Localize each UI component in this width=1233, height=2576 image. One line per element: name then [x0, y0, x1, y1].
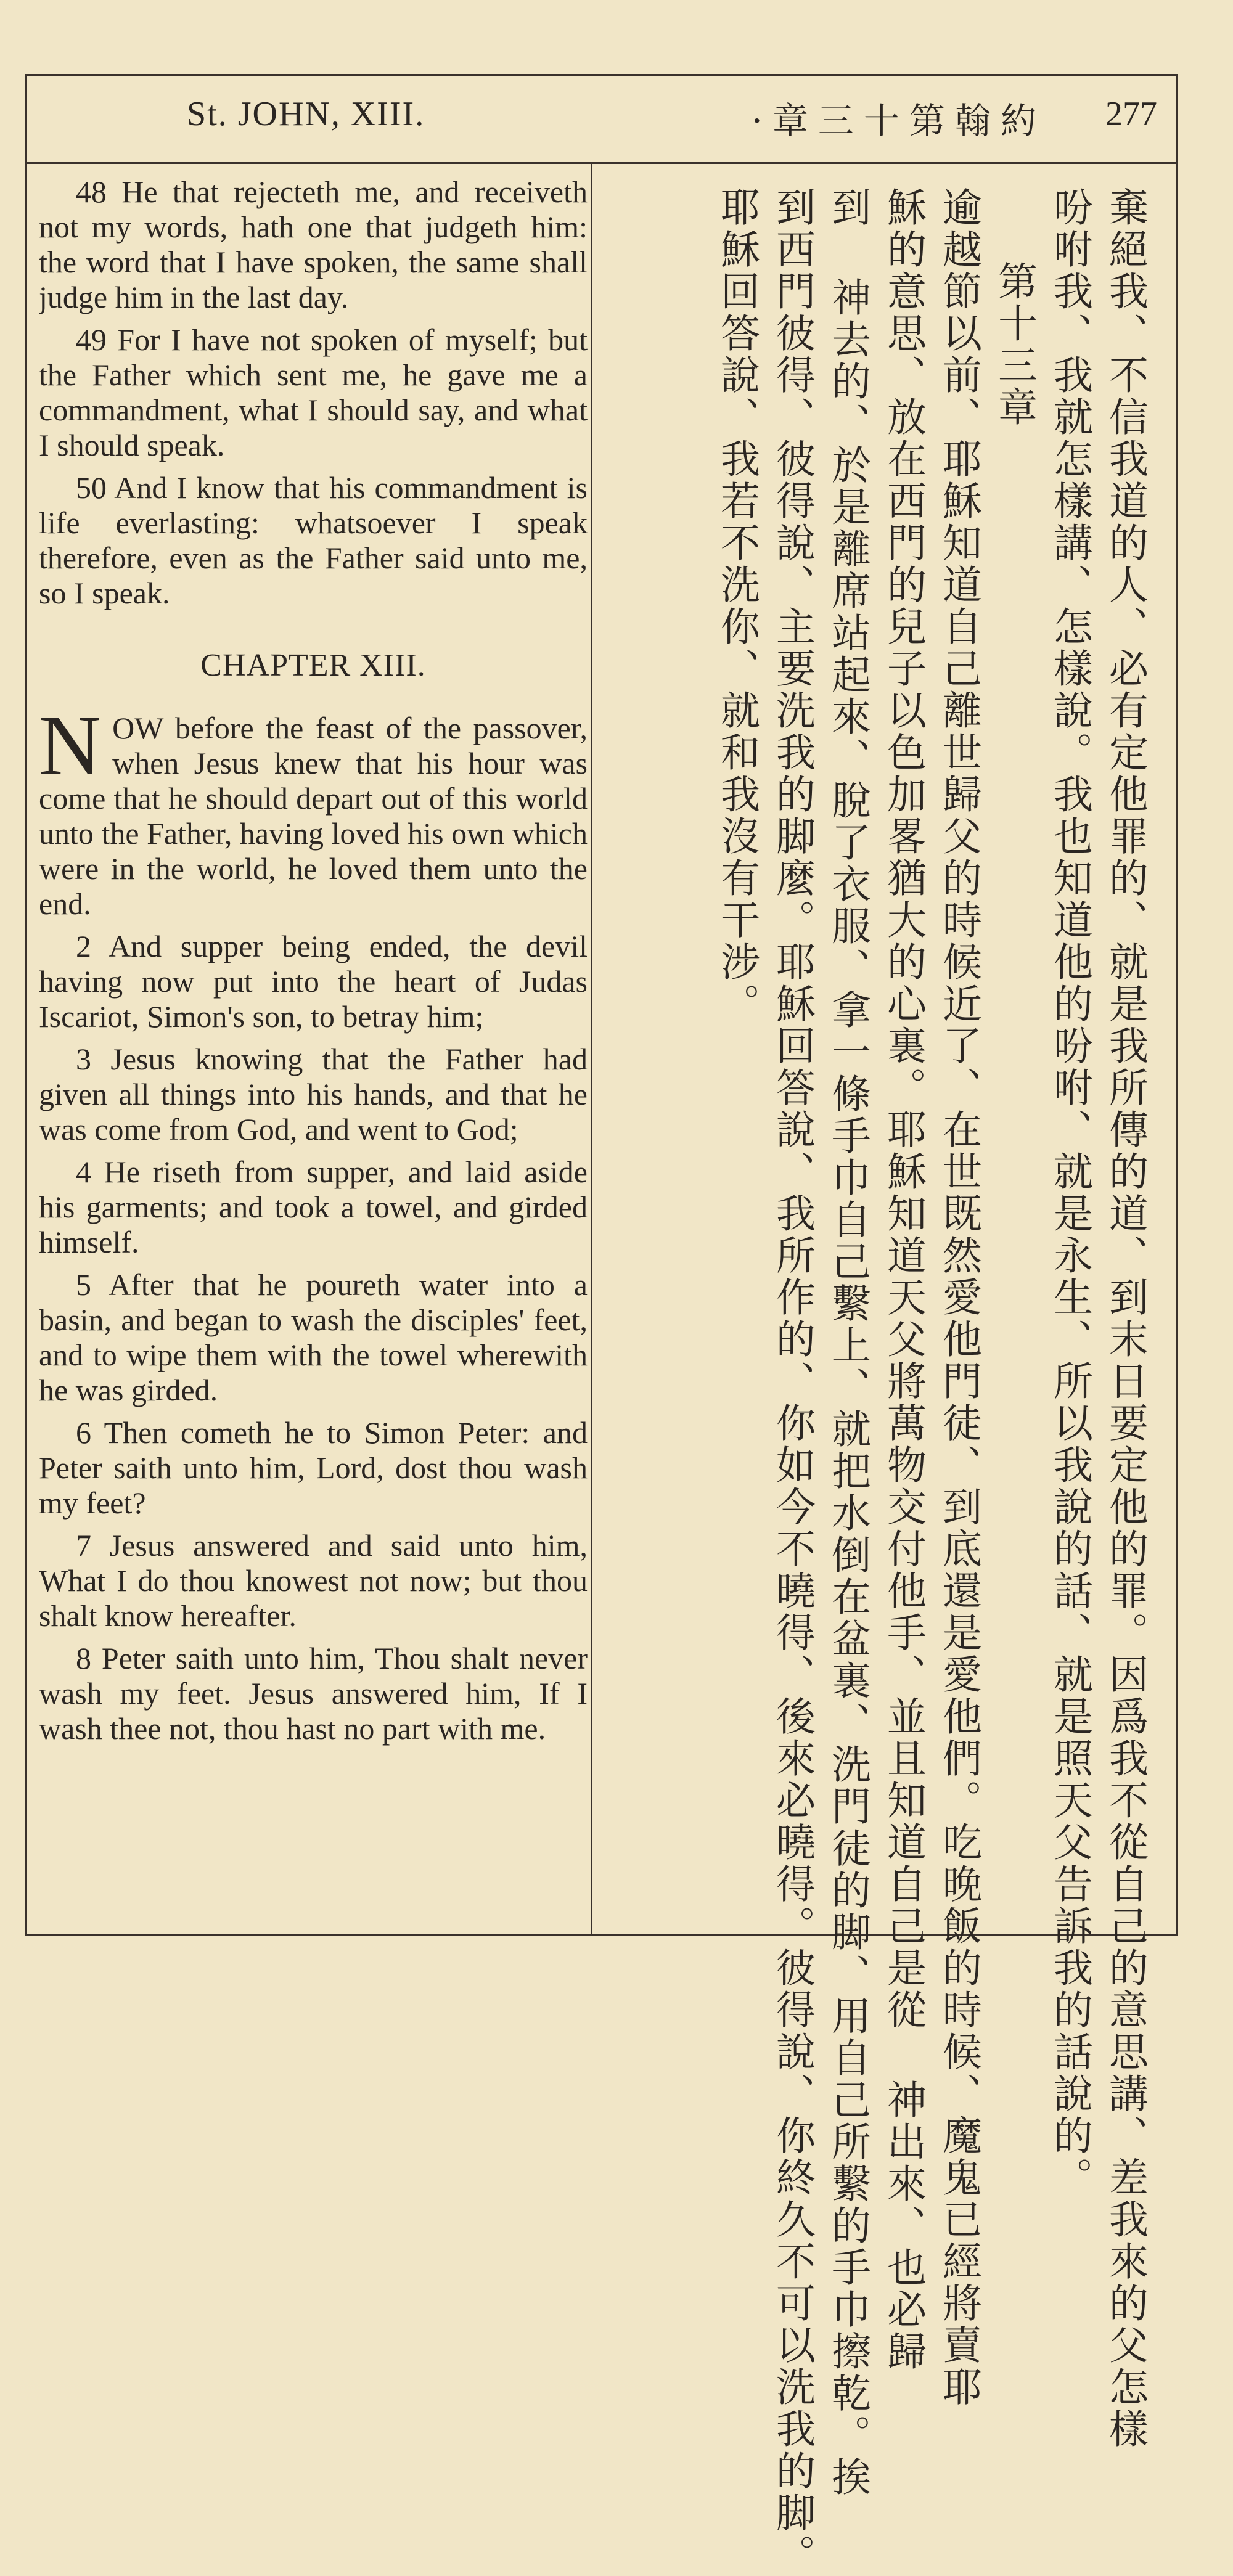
- verse-5: 5 After that he poureth water into a basin, and began to wash the disciples' feet, and to wipe them with the towel wherewith he was girded.: [39, 1267, 588, 1407]
- verse-7: 7 Jesus answered and said unto him, What I do thou knowest not now; but thou shalt know hereafter.: [39, 1528, 588, 1633]
- verse-49: 49 For I have not spoken of myself; but the Father which sent me, he gave me a commandment, what I should say, and what I should speak.: [39, 322, 588, 462]
- book-page: [25, 74, 1178, 2576]
- verse-48: 48 He that rejecteth me, and receiveth not my words, hath one that judgeth him: the word that I have spoken, the same shall judge him in the last day.: [39, 174, 588, 314]
- chinese-column-8: 耶穌回答說、我若不洗你、就和我沒有干涉。: [714, 187, 760, 1025]
- verse-3: 3 Jesus knowing that the Father had given all things into his hands, and that he was come from God, and went to God;: [39, 1042, 588, 1147]
- verse-4: 4 He riseth from supper, and laid aside his garments; and took a towel, and girded himself.: [39, 1155, 588, 1259]
- chinese-running-title: ·章三十第翰約: [751, 100, 1046, 142]
- chinese-column-7: 到西門彼得、彼得說、主要洗我的脚麼。耶穌回答說、我所作的、你如今不曉得、後來必曉得。彼得說、你終久不可以洗我的脚。: [769, 187, 815, 2576]
- running-header: [27, 76, 1176, 164]
- chinese-text-column: [612, 187, 1155, 2576]
- chinese-column-6: 到 神去的、於是離席站起來、脫了衣服、拿一條手巾自己繫上、就把水倒在盆裏、洗門徒的脚、用自己所繫的手巾擦乾。挨: [825, 187, 870, 2498]
- verse-2: 2 And supper being ended, the devil having now put into the heart of Judas Iscariot, Simon's son, to betray him;: [39, 929, 588, 1034]
- column-divider: [591, 162, 592, 1934]
- chinese-column-4: 逾越節以前、耶穌知道自己離世歸父的時候近了、在世既然愛他門徒、到底還是愛他們。吃晚飯的時候、魔鬼已經將賣耶: [936, 187, 981, 2408]
- verse-1: [39, 698, 588, 922]
- chapter-heading: CHAPTER XIII.: [200, 648, 426, 683]
- chinese-column-2: 吩咐我、我就怎樣講、怎樣說。我也知道他的吩咐、就是永生、所以我說的話、就是照天父告訴我的話說的。: [1047, 187, 1092, 2199]
- english-text-column: [39, 174, 588, 1925]
- chinese-column-3: 第十三章: [991, 261, 1037, 428]
- page-number: 277: [1105, 95, 1157, 133]
- verse-8: 8 Peter saith unto him, Thou shalt never wash my feet. Jesus answered him, If I wash thee not, thou hast no part with me.: [39, 1641, 588, 1746]
- chinese-column-5: 穌的意思、放在西門的兒子以色加畧猶大的心裏。耶穌知道天父將萬物交付他手、並且知道自己是從 神出來、也必歸: [880, 187, 926, 2373]
- verse-6: 6 Then cometh he to Simon Peter: and Peter saith unto him, Lord, dost thou wash my feet?: [39, 1415, 588, 1520]
- chinese-column-1: 棄絕我、不信我道的人、必有定他罪的、就是我所傳的道、到末日要定他的罪。因爲我不從自己的意思講、差我來的父怎樣: [1102, 187, 1148, 2450]
- verse-1-text: OW before the feast of the passover, when Jesus knew that his hour was come that he should depart out of this world unto the Father, having loved his own which were in the world, he loved them unto the end.: [39, 711, 588, 921]
- drop-cap: N: [39, 698, 102, 793]
- verse-50: 50 And I know that his commandment is life everlasting: whatsoever I speak therefore, even as the Father said unto me, so I speak.: [39, 470, 588, 610]
- english-running-title: St. JOHN, XIII.: [187, 95, 425, 133]
